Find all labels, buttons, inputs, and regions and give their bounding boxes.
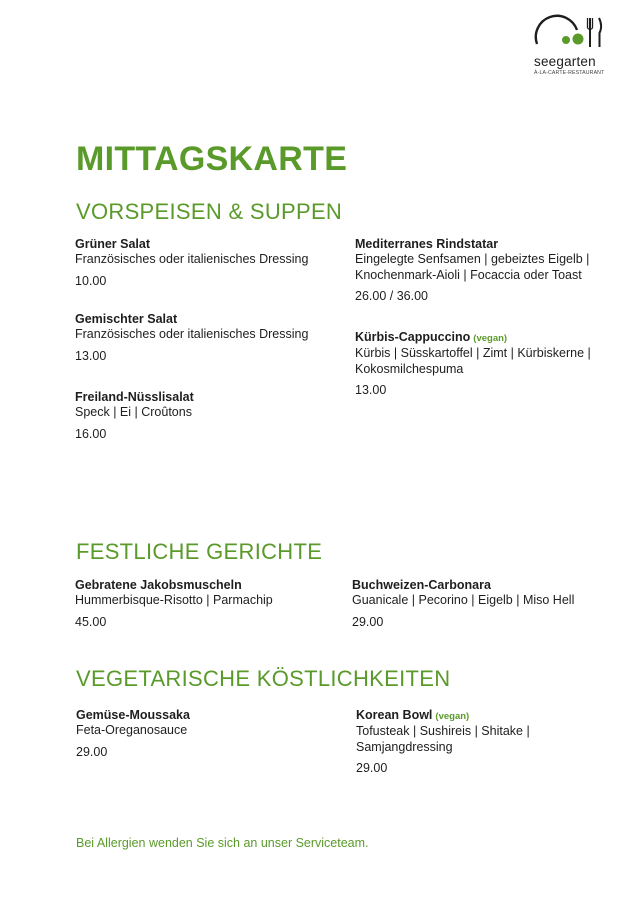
item-name: Kürbis-Cappuccino	[355, 330, 471, 344]
item-description: Hummerbisque-Risotto | Parmachip	[75, 593, 273, 607]
item-name: Grüner Salat	[75, 237, 151, 251]
item-name: Buchweizen-Carbonara	[352, 578, 491, 592]
item-name: Gebratene Jakobsmuscheln	[75, 578, 242, 592]
menu-item	[355, 330, 600, 398]
section-heading-vegetarisch: VEGETARISCHE KÖSTLICHKEITEN	[76, 666, 451, 691]
menu-item	[356, 708, 556, 776]
item-name-line	[356, 708, 556, 724]
item-description: Eingelegte Senfsamen | gebeiztes Eigelb | Knochenmark-Aioli | Focaccia oder Toast	[355, 252, 590, 282]
menu-item	[75, 237, 325, 289]
logo-name: seegarten	[534, 54, 596, 69]
menu-item	[75, 578, 325, 630]
item-description: Speck | Ei | Croûtons	[75, 405, 192, 419]
item-price: 29.00	[356, 761, 388, 775]
item-description: Tofusteak | Sushireis | Shitake | Samjangdressing	[356, 724, 530, 754]
menu-item	[352, 578, 602, 630]
item-description: Französisches oder italienisches Dressing	[75, 252, 309, 266]
restaurant-logo	[531, 14, 611, 76]
logo-tagline: À-LA-CARTE-RESTAURANT	[534, 70, 605, 76]
item-name: Gemüse-Moussaka	[76, 708, 190, 722]
vegan-tag: (vegan)	[435, 711, 470, 722]
item-price: 13.00	[355, 383, 387, 397]
item-price: 29.00	[352, 614, 384, 629]
menu-item	[355, 237, 600, 304]
section-heading-festliche: FESTLICHE GERICHTE	[76, 539, 323, 564]
item-name: Freiland-Nüsslisalat	[75, 390, 194, 404]
menu-item	[75, 390, 325, 442]
item-price: 13.00	[75, 348, 107, 363]
item-price: 45.00	[75, 614, 107, 629]
item-price: 10.00	[75, 273, 107, 288]
item-name: Gemischter Salat	[75, 312, 178, 326]
item-description: Kürbis | Süsskartoffel | Zimt | Kürbiskerne | Kokosmilchespuma	[355, 346, 591, 376]
item-name: Mediterranes Rindstatar	[355, 237, 499, 251]
menu-item	[76, 708, 326, 760]
allergy-note: Bei Allergien wenden Sie sich an unser Serviceteam.	[76, 836, 369, 850]
item-description: Französisches oder italienisches Dressing	[75, 327, 309, 341]
vegan-tag: (vegan)	[473, 333, 508, 344]
plate-cutlery-icon	[533, 14, 607, 50]
item-price: 16.00	[75, 426, 107, 441]
section-heading-vorspeisen: VORSPEISEN & SUPPEN	[76, 199, 343, 224]
item-name-line	[355, 330, 600, 346]
item-description: Feta-Oreganosauce	[76, 723, 188, 737]
item-price: 29.00	[76, 744, 108, 759]
item-name: Korean Bowl	[356, 708, 433, 722]
page-title: MITTAGSKARTE	[76, 140, 348, 178]
item-description: Guanicale | Pecorino | Eigelb | Miso Hell	[352, 593, 575, 607]
menu-item	[75, 312, 325, 364]
item-price: 26.00 / 36.00	[355, 289, 428, 303]
